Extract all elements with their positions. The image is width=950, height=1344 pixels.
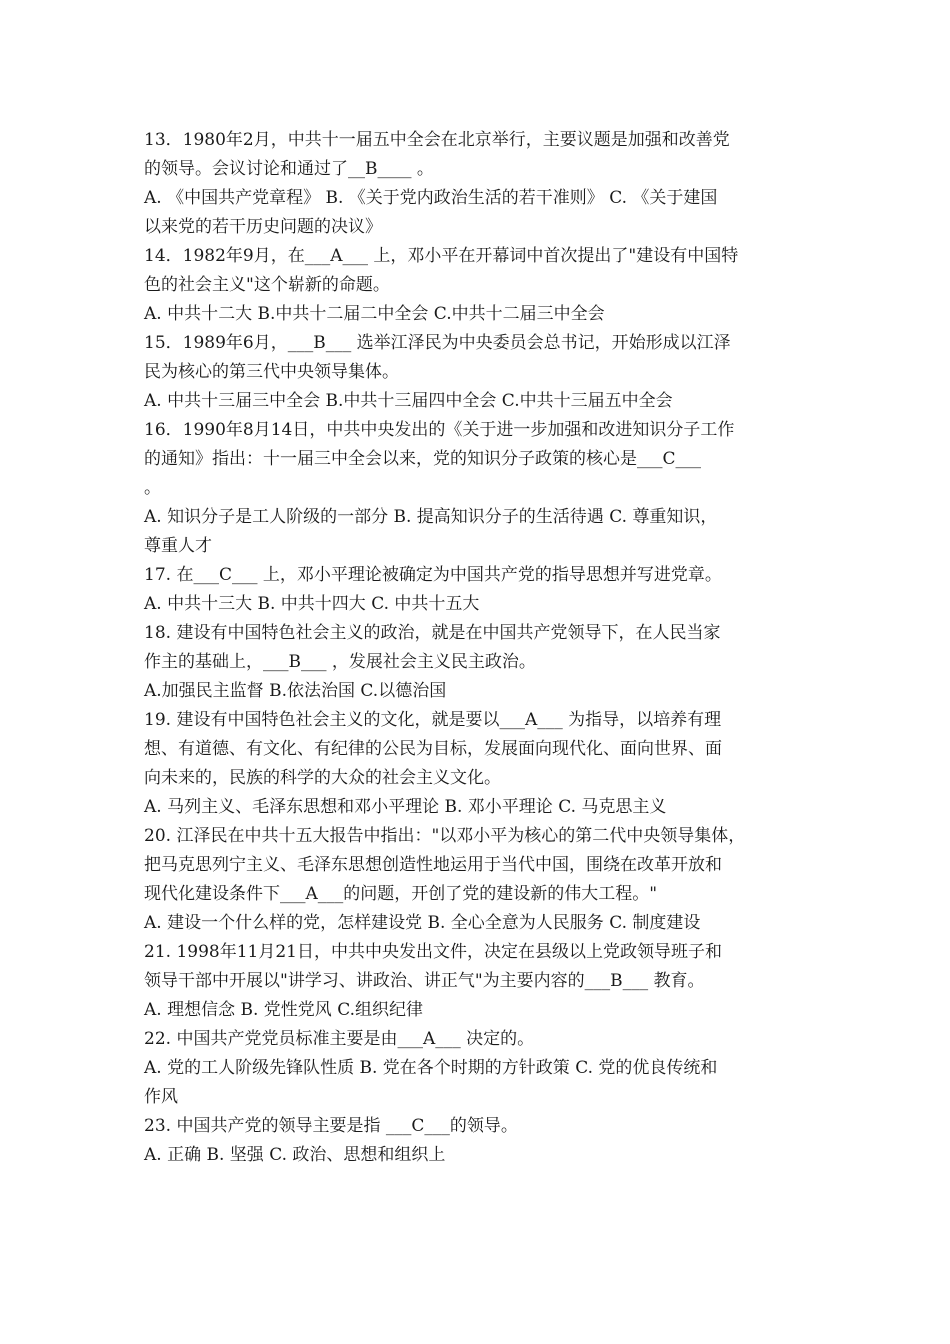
text-line: 色的社会主义"这个崭新的命题。 (144, 275, 390, 295)
text-line: 14．1982年9月，在___A___ 上，邓小平在开幕词中首次提出了"建设有中国特 (144, 246, 739, 266)
text-line: 作主的基础上，___B___ ，发展社会主义民主政治。 (144, 652, 536, 672)
text-line: 22. 中国共产党党员标准主要是由___A___ 决定的。 (144, 1029, 535, 1049)
text-line: 16．1990年8月14日，中共中央发出的《关于进一步加强和改进知识分子工作 (144, 420, 735, 440)
text-line: A. 《中国共产党章程》 B. 《关于党内政治生活的若干准则》 C. 《关于建国 (144, 188, 718, 208)
text-line: A. 中共十三届三中全会 B.中共十三届四中全会 C.中共十三届五中全会 (144, 391, 673, 411)
text-line: 20. 江泽民在中共十五大报告中指出："以邓小平为核心的第二代中央领导集体， (144, 826, 746, 846)
text-line: 的通知》指出：十一届三中全会以来，党的知识分子政策的核心是___C___ (144, 449, 702, 469)
text-line: A.加强民主监督 B.依法治国 C.以德治国 (144, 681, 447, 701)
text-line: A. 建设一个什么样的党，怎样建设党 B. 全心全意为人民服务 C. 制度建设 (144, 913, 701, 933)
text-line: A. 马列主义、毛泽东思想和邓小平理论 B. 邓小平理论 C. 马克思主义 (144, 797, 667, 817)
text-line: A. 理想信念 B. 党性党风 C.组织纪律 (144, 1000, 423, 1020)
text-line: 的领导。会议讨论和通过了__B____ 。 (144, 159, 434, 179)
text-line: 把马克思列宁主义、毛泽东思想创造性地运用于当代中国，围绕在改革开放和 (144, 855, 722, 875)
text-line: 向未来的，民族的科学的大众的社会主义文化。 (144, 768, 501, 788)
text-line: 23. 中国共产党的领导主要是指 ___C___的领导。 (144, 1116, 518, 1136)
text-line: 以来党的若干历史问题的决议》 (144, 217, 382, 237)
text-line: 19. 建设有中国特色社会主义的文化，就是要以___A___ 为指导，以培养有理 (144, 710, 722, 730)
text-line: 作风 (144, 1087, 178, 1107)
text-line: 15．1989年6月，___B___ 选举江泽民为中央委员会总书记，开始形成以江泽 (144, 333, 731, 353)
text-line: 领导干部中开展以"讲学习、讲政治、讲正气"为主要内容的___B___ 教育。 (144, 971, 705, 991)
document-body (144, 126, 816, 1170)
text-line: A. 知识分子是工人阶级的一部分 B. 提高知识分子的生活待遇 C. 尊重知识， (144, 507, 718, 527)
text-line: A. 中共十三大 B. 中共十四大 C. 中共十五大 (144, 594, 480, 614)
text-line: 13．1980年2月，中共十一届五中全会在北京举行，主要议题是加强和改善党 (144, 130, 730, 150)
text-line: A. 党的工人阶级先锋队性质 B. 党在各个时期的方针政策 C. 党的优良传统和 (144, 1058, 718, 1078)
text-line: 民为核心的第三代中央领导集体。 (144, 362, 399, 382)
text-line: 现代化建设条件下___A___的问题，开创了党的建设新的伟大工程。" (144, 884, 658, 904)
text-line: A. 中共十二大 B.中共十二届二中全会 C.中共十二届三中全会 (144, 304, 605, 324)
text-line: A. 正确 B. 坚强 C. 政治、思想和组织上 (144, 1145, 446, 1165)
text-line: 想、有道德、有文化、有纪律的公民为目标，发展面向现代化、面向世界、面 (144, 739, 722, 759)
text-line: 21. 1998年11月21日，中共中央发出文件，决定在县级以上党政领导班子和 (144, 942, 722, 962)
text-line: 尊重人才 (144, 536, 212, 556)
text-line: 17. 在___C___ 上，邓小平理论被确定为中国共产党的指导思想并写进党章。 (144, 565, 722, 585)
text-line: 18. 建设有中国特色社会主义的政治，就是在中国共产党领导下，在人民当家 (144, 623, 721, 643)
text-line: 。 (144, 478, 161, 498)
